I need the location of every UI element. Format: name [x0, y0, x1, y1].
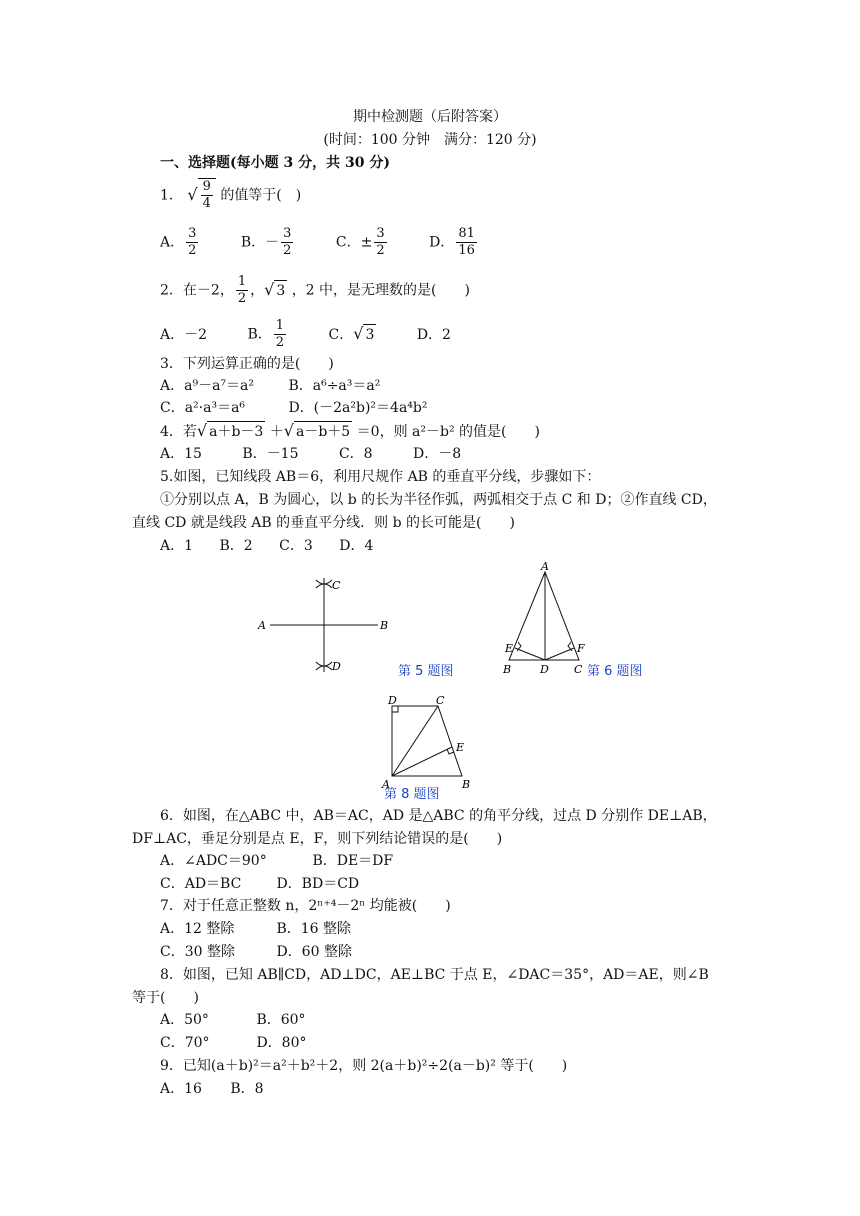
label-d: D — [332, 660, 341, 673]
question-8-options-row2 — [160, 1033, 343, 1053]
option-a[interactable]: A． $\frac{3}{2}$ — [160, 226, 197, 258]
page-title: 期中检测题（后附答案） — [353, 109, 507, 125]
option-b[interactable]: B．8 — [230, 1081, 264, 1097]
option-c[interactable]: C．a²·a³＝a⁶ — [160, 400, 246, 416]
question-5-line2: ①分别以点 A，B 为圆心，以 b 的长为半径作弧，两弧相交于点 C 和 D；②作直线 CD， — [160, 492, 717, 508]
option-c[interactable]: C．70° — [160, 1035, 210, 1051]
label-b: B — [503, 663, 512, 676]
option-b[interactable]: B．60° — [256, 1012, 306, 1028]
question-4-stem: 4．若√ a＋b－3 ＋√ a－b＋5 ＝0，则 a²－b² 的值是( ) — [160, 421, 540, 440]
option-b[interactable]: B．16 整除 — [276, 921, 352, 937]
label-a: A — [541, 560, 549, 573]
page-subtitle: (时间：100 分钟 满分：120 分) — [323, 132, 537, 148]
option-c[interactable]: C．AD＝BC — [160, 876, 242, 892]
label-d: D — [540, 663, 549, 676]
question-7-stem: 7．对于任意正整数 n，2ⁿ⁺⁴－2ⁿ 均能被( ) — [160, 898, 451, 914]
label-a: A — [382, 778, 390, 791]
question-3-stem: 3．下列运算正确的是( ) — [160, 356, 334, 372]
option-d[interactable]: D．(－2a²b)²＝4a⁴b² — [288, 400, 428, 416]
option-d[interactable]: D．BD＝CD — [276, 876, 360, 892]
option-a[interactable]: A．15 — [160, 446, 202, 462]
figure-5-diagram — [250, 570, 390, 680]
question-2-options — [160, 318, 487, 351]
option-b[interactable]: B．DE＝DF — [312, 853, 394, 869]
question-5-options — [160, 536, 409, 556]
label-c: C — [574, 663, 583, 676]
option-b[interactable]: B．a⁶÷a³＝a² — [288, 378, 381, 394]
label-e: E — [456, 741, 465, 754]
option-d[interactable]: D．2 — [416, 326, 451, 343]
figure-5-caption: 第 5 题图 — [398, 664, 454, 679]
option-d[interactable]: D．－8 — [413, 446, 462, 462]
question-6-line2: DF⊥AC，垂足分别是点 E，F，则下列结论错误的是( ) — [132, 831, 503, 847]
option-a[interactable]: A．16 — [160, 1081, 202, 1097]
question-5-line3: 直线 CD 就是线段 AB 的垂直平分线．则 b 的长可能是( ) — [132, 515, 515, 531]
question-8-options-row1 — [160, 1010, 342, 1030]
question-8-line2: 等于( ) — [132, 990, 199, 1006]
question-9-stem: 9．已知(a＋b)²＝a²＋b²＋2，则 2(a＋b)²÷2(a－b)² 等于( ) — [160, 1058, 568, 1074]
question-1-options — [160, 226, 515, 259]
question-6-options-row2 — [160, 874, 395, 894]
option-d[interactable]: D． $\frac{81}{16}$ — [429, 226, 475, 258]
label-f: F — [577, 642, 585, 655]
label-c: C — [436, 696, 445, 707]
question-3-options-row1 — [160, 376, 416, 396]
section-heading: 一、选择题(每小题 3 分，共 30 分) — [160, 155, 390, 171]
question-7-options-row1 — [160, 919, 387, 939]
radical-sign: √ — [187, 184, 198, 204]
option-b[interactable]: B．2 — [219, 538, 253, 554]
question-1-stem: 1． √ $\frac{9}{4}$ 的值等于( ) — [160, 179, 302, 211]
question-6-options-row1 — [160, 851, 429, 871]
option-d[interactable]: D．60 整除 — [276, 944, 352, 960]
question-7-options-row2 — [160, 942, 388, 962]
option-c[interactable]: C．8 — [338, 446, 373, 462]
label-b: B — [462, 778, 471, 791]
option-a[interactable]: A．a⁹－a⁷＝a² — [160, 378, 254, 394]
question-5-line1: 5.如图，已知线段 AB＝6，利用尺规作 AB 的垂直平分线，步骤如下： — [160, 469, 601, 485]
label-e: E — [505, 642, 514, 655]
option-a[interactable]: A．1 — [160, 538, 194, 554]
question-9-options — [160, 1079, 300, 1099]
option-a[interactable]: A．12 整除 — [160, 921, 235, 937]
figure-6-diagram — [495, 560, 595, 680]
label-b: B — [380, 619, 389, 632]
label-c: C — [332, 579, 341, 592]
question-6-line1: 6．如图，在△ABC 中，AB＝AC，AD 是△ABC 的角平分线，过点 D 分别作 DE⊥AB， — [160, 808, 717, 824]
option-a[interactable]: A．50° — [160, 1012, 209, 1028]
option-c[interactable]: C．√ 3 — [328, 323, 375, 343]
option-b[interactable]: B．－ $\frac{3}{2}$ — [240, 226, 292, 258]
option-a[interactable]: A．－2 — [160, 326, 208, 343]
label-a: A — [258, 619, 266, 632]
question-3-options-row2 — [160, 398, 463, 418]
figure-6-caption: 第 6 题图 — [587, 664, 643, 679]
option-b[interactable]: B．－15 — [242, 446, 299, 462]
label-d: D — [388, 696, 397, 707]
option-b[interactable]: B． $\frac{1}{2}$ — [247, 318, 285, 350]
option-c[interactable]: C．± $\frac{3}{2}$ — [335, 226, 385, 258]
figure-8-diagram — [380, 696, 480, 796]
option-d[interactable]: D．4 — [339, 538, 374, 554]
question-8-line1: 8．如图，已知 AB∥CD，AD⊥DC，AE⊥BC 于点 E，∠DAC＝35°，AD＝AE，则∠B — [160, 967, 709, 983]
option-d[interactable]: D．80° — [256, 1035, 307, 1051]
radicand: $\frac{9}{4}$ — [198, 178, 216, 212]
question-4-options — [160, 444, 497, 464]
option-a[interactable]: A．∠ADC＝90° — [160, 853, 267, 869]
figure-8-caption: 第 8 题图 — [384, 787, 440, 802]
option-c[interactable]: C．30 整除 — [160, 944, 235, 960]
question-2-stem: 2．在－2， $\frac{1}{2}$ ，√ 3 ，2 中，是无理数的是( ) — [160, 274, 470, 306]
option-c[interactable]: C．3 — [279, 538, 313, 554]
